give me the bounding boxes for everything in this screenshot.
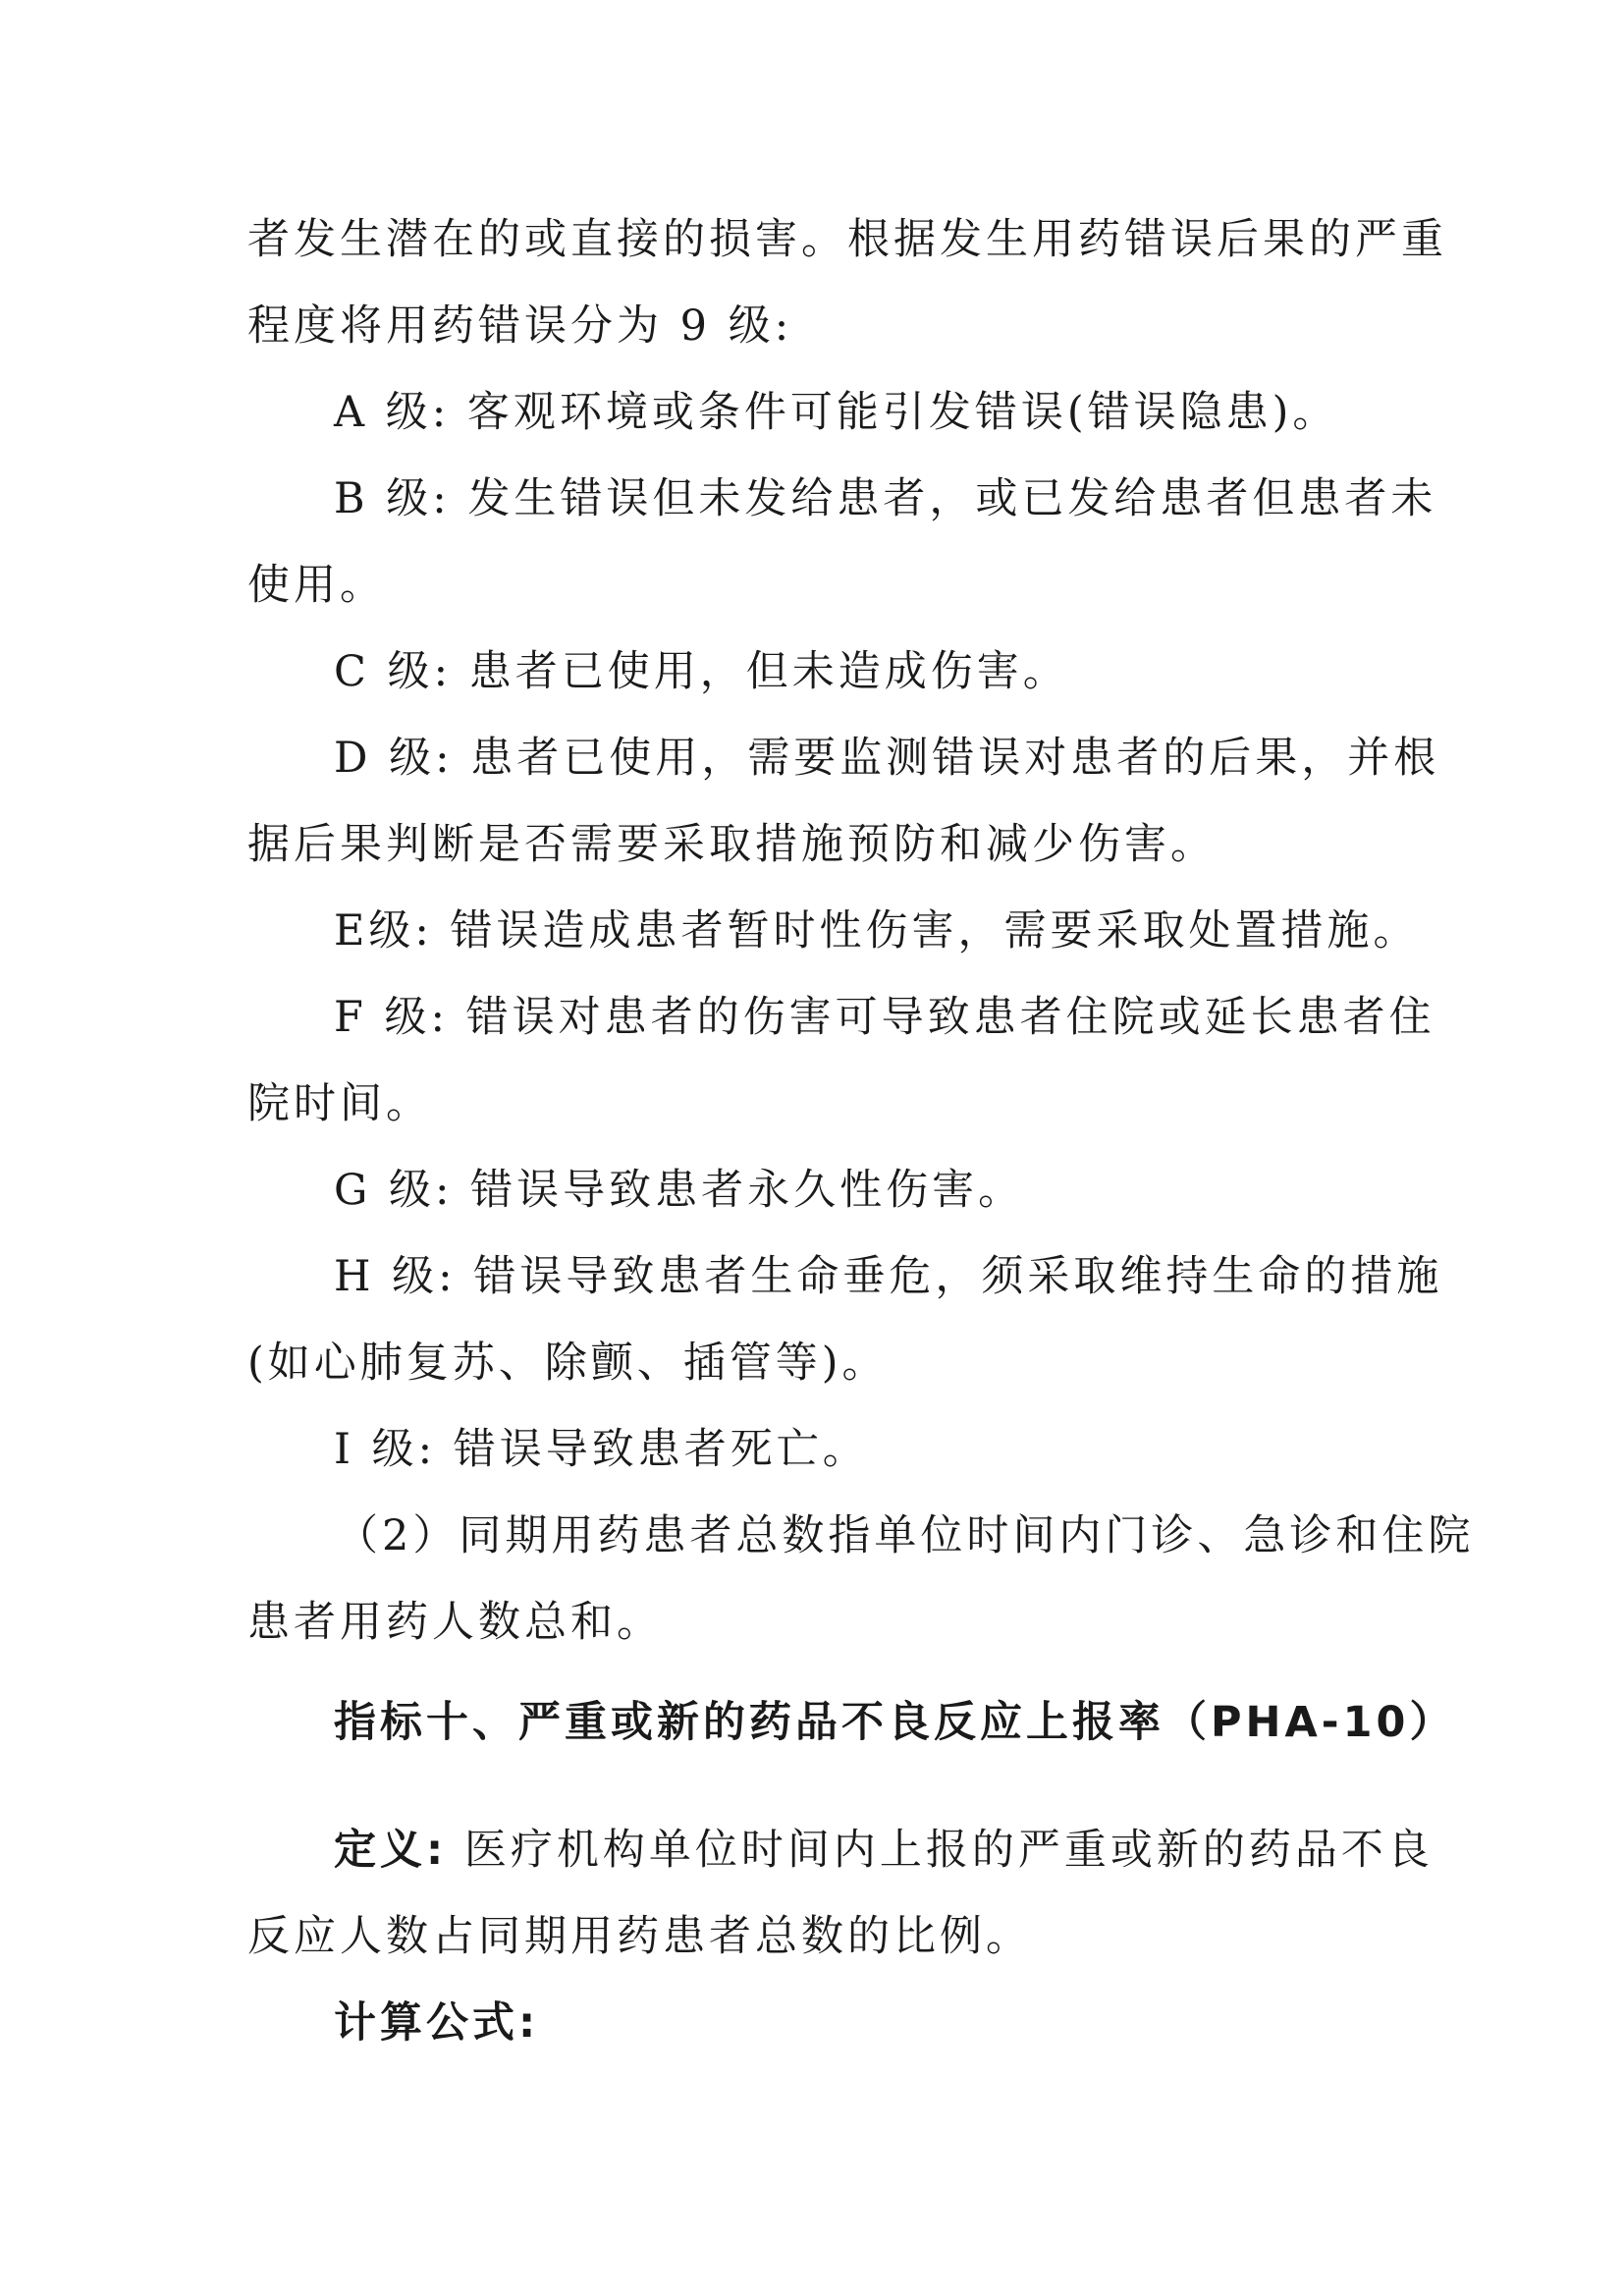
level-d-line-1: D 级: 患者已使用，需要监测错误对患者的后果，并根 [334, 734, 1440, 783]
level-h-line-1: H 级: 错误导致患者生命垂危，须采取维持生命的措施 [334, 1252, 1443, 1301]
level-b-line-2: 使用。 [247, 561, 386, 610]
formula-label: 计算公式: [334, 1998, 540, 2048]
definition-label: 定义: [334, 1826, 448, 1875]
intro-line-1: 者发生潜在的或直接的损害。根据发生用药错误后果的严重 [247, 215, 1447, 264]
level-h-line-2: (如心肺复苏、除颤、插管等)。 [247, 1339, 889, 1388]
level-f-line-2: 院时间。 [247, 1079, 432, 1128]
definition-line-2: 反应人数占同期用药患者总数的比例。 [247, 1912, 1032, 1961]
level-f-line-1: F 级: 错误对患者的伤害可导致患者住院或延长患者住 [334, 993, 1435, 1042]
level-c: C 级: 患者已使用，但未造成伤害。 [334, 647, 1069, 696]
intro-line-2: 程度将用药错误分为 9 级: [247, 301, 793, 351]
note-2-line-2: 患者用药人数总和。 [247, 1598, 663, 1647]
level-g: G 级: 错误导致患者永久性伤害。 [334, 1166, 1025, 1215]
body-text [247, 196, 1475, 1666]
definition-text-1: 医疗机构单位时间内上报的严重或新的药品不良 [447, 1826, 1434, 1875]
definition-line-1 [247, 1807, 1434, 1893]
level-e: E级: 错误造成患者暂时性伤害，需要采取处置措施。 [334, 906, 1420, 956]
indicator-title: 指标十、严重或新的药品不良反应上报率（PHA-10） [334, 1698, 1456, 1747]
definition-section [247, 1807, 1434, 2066]
level-a: A 级: 客观环境或条件可能引发错误(错误隐患)。 [334, 388, 1339, 437]
level-i: I 级: 错误导致患者死亡。 [334, 1425, 869, 1474]
level-b-line-1: B 级: 发生错误但未发给患者，或已发给患者但患者未 [334, 474, 1437, 523]
level-d-line-2: 据后果判断是否需要采取措施预防和减少伤害。 [247, 820, 1217, 869]
note-2-line-1: （2）同期用药患者总数指单位时间内门诊、急诊和住院 [336, 1511, 1475, 1560]
indicator-section [247, 1679, 1456, 1766]
